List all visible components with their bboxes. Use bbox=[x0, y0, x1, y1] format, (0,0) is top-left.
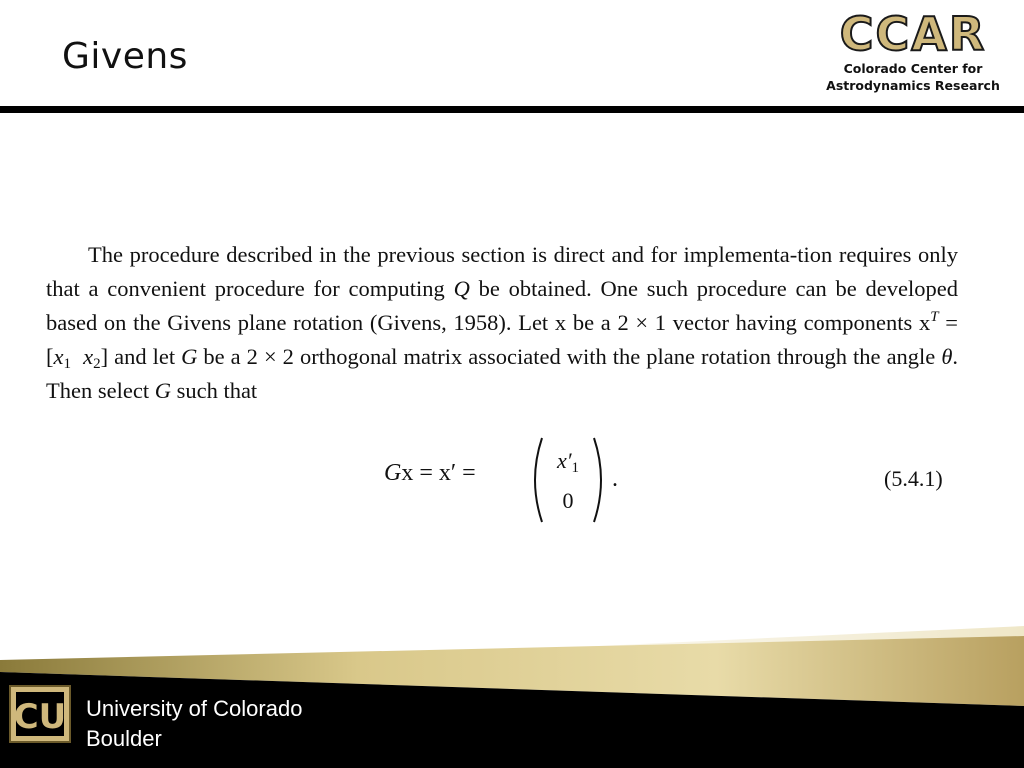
ccar-logo-line2: Astrodynamics Research bbox=[826, 78, 1000, 93]
equation-5-4-1 bbox=[0, 436, 1024, 528]
ccar-logo-acronym: CCAR bbox=[839, 7, 987, 61]
svg-text:CU: CU bbox=[13, 697, 67, 737]
right-paren bbox=[592, 436, 608, 524]
header-divider bbox=[0, 106, 1024, 113]
equation-lhs: Gx = x′ = bbox=[384, 460, 476, 486]
vector-top-entry: $x'_1$ bbox=[556, 448, 580, 476]
ccar-logo-line1: Colorado Center for bbox=[843, 61, 983, 76]
university-name-line1: University of Colorado bbox=[86, 696, 303, 721]
university-name bbox=[86, 694, 302, 754]
slide-title: Givens bbox=[62, 36, 188, 77]
equation-number: (5.4.1) bbox=[884, 466, 943, 491]
ccar-logo bbox=[808, 8, 1018, 94]
column-vector bbox=[528, 436, 608, 526]
equation-period: . bbox=[612, 466, 618, 492]
university-name-line2: Boulder bbox=[86, 726, 162, 751]
cu-logo-icon bbox=[8, 682, 72, 746]
vector-bottom-entry: 0 bbox=[562, 488, 574, 513]
body-paragraph: The procedure described in the previous section is direct and for implementa-tion requires only that a convenient procedure for computing Q be obtained. One such procedure can be developed based on the Givens plane rotation (Givens, 1958). Let x be a 2 × 1 vector having components $x^T = [x_1$ $x_2$] and let G be a 2 × 2 orthogonal matrix associated with the plane rotation through the angle θ. Then select G such that bbox=[46, 242, 959, 403]
